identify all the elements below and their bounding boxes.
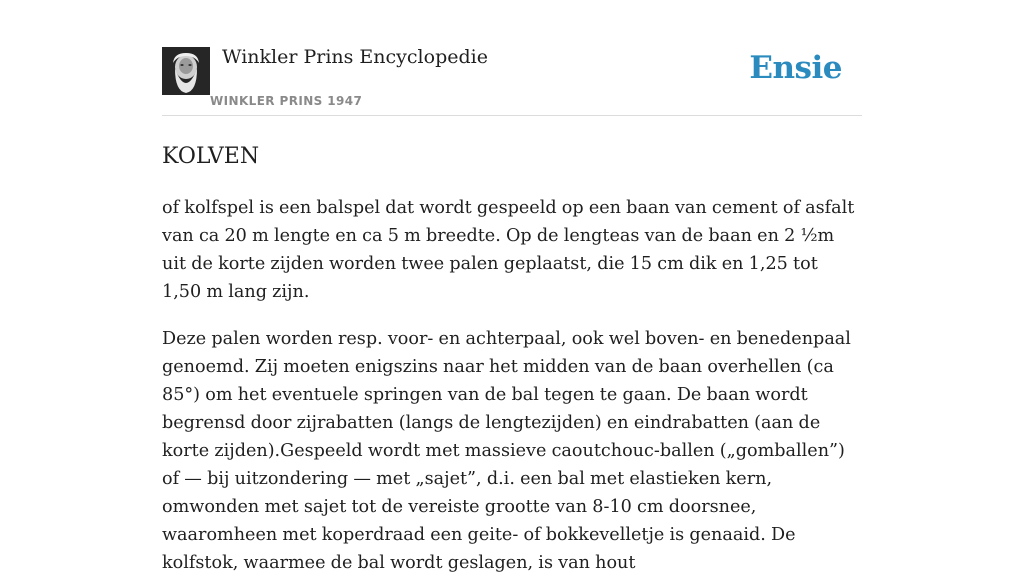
article-paragraph: of kolfspel is een balspel dat wordt gespeeld op een baan van cement of asfalt van ca 20 m lengte en ca 5 m breedte. Op de lengteas van de baan en 2 ½m uit de korte zijden worden twee palen geplaatst, die 15 cm dik en 1,25 tot 1,50 m lang zijn.	[162, 198, 855, 302]
article-paragraph: Deze palen worden resp. voor- en achterpaal, ook wel boven- en benedenpaal genoemd. Zij moeten enigszins naar het midden van de baan overhellen (ca 85°) om het eventuele springen van de bal tegen te gaan. De baan wordt begrensd door zijrabatten (langs de lengtezijden) en eindrabatten (aan de korte zijden).Gespeeld wordt met massieve caoutchouc-ballen („gomballen”) of — bij uitzondering — met „sajet”, d.i. een bal met elastieken kern, omwonden met sajet tot de vereiste grootte van 8-10 cm doorsnee, waaromheen met koperdraad een geite- of bokkevelletje is genaaid. De kolfstok, waarmee de bal wordt geslagen, is van hout	[162, 329, 851, 573]
avatar[interactable]	[162, 47, 210, 95]
header	[162, 0, 862, 116]
bearded-man-portrait-icon	[162, 47, 210, 95]
brand-logo[interactable]: Ensie	[749, 50, 842, 86]
source-subtitle-link[interactable]: WINKLER PRINS 1947	[210, 94, 363, 108]
source-title-link[interactable]: Winkler Prins Encyclopedie	[222, 46, 488, 68]
content-container	[162, 0, 862, 577]
article-term: KOLVEN	[162, 144, 260, 169]
